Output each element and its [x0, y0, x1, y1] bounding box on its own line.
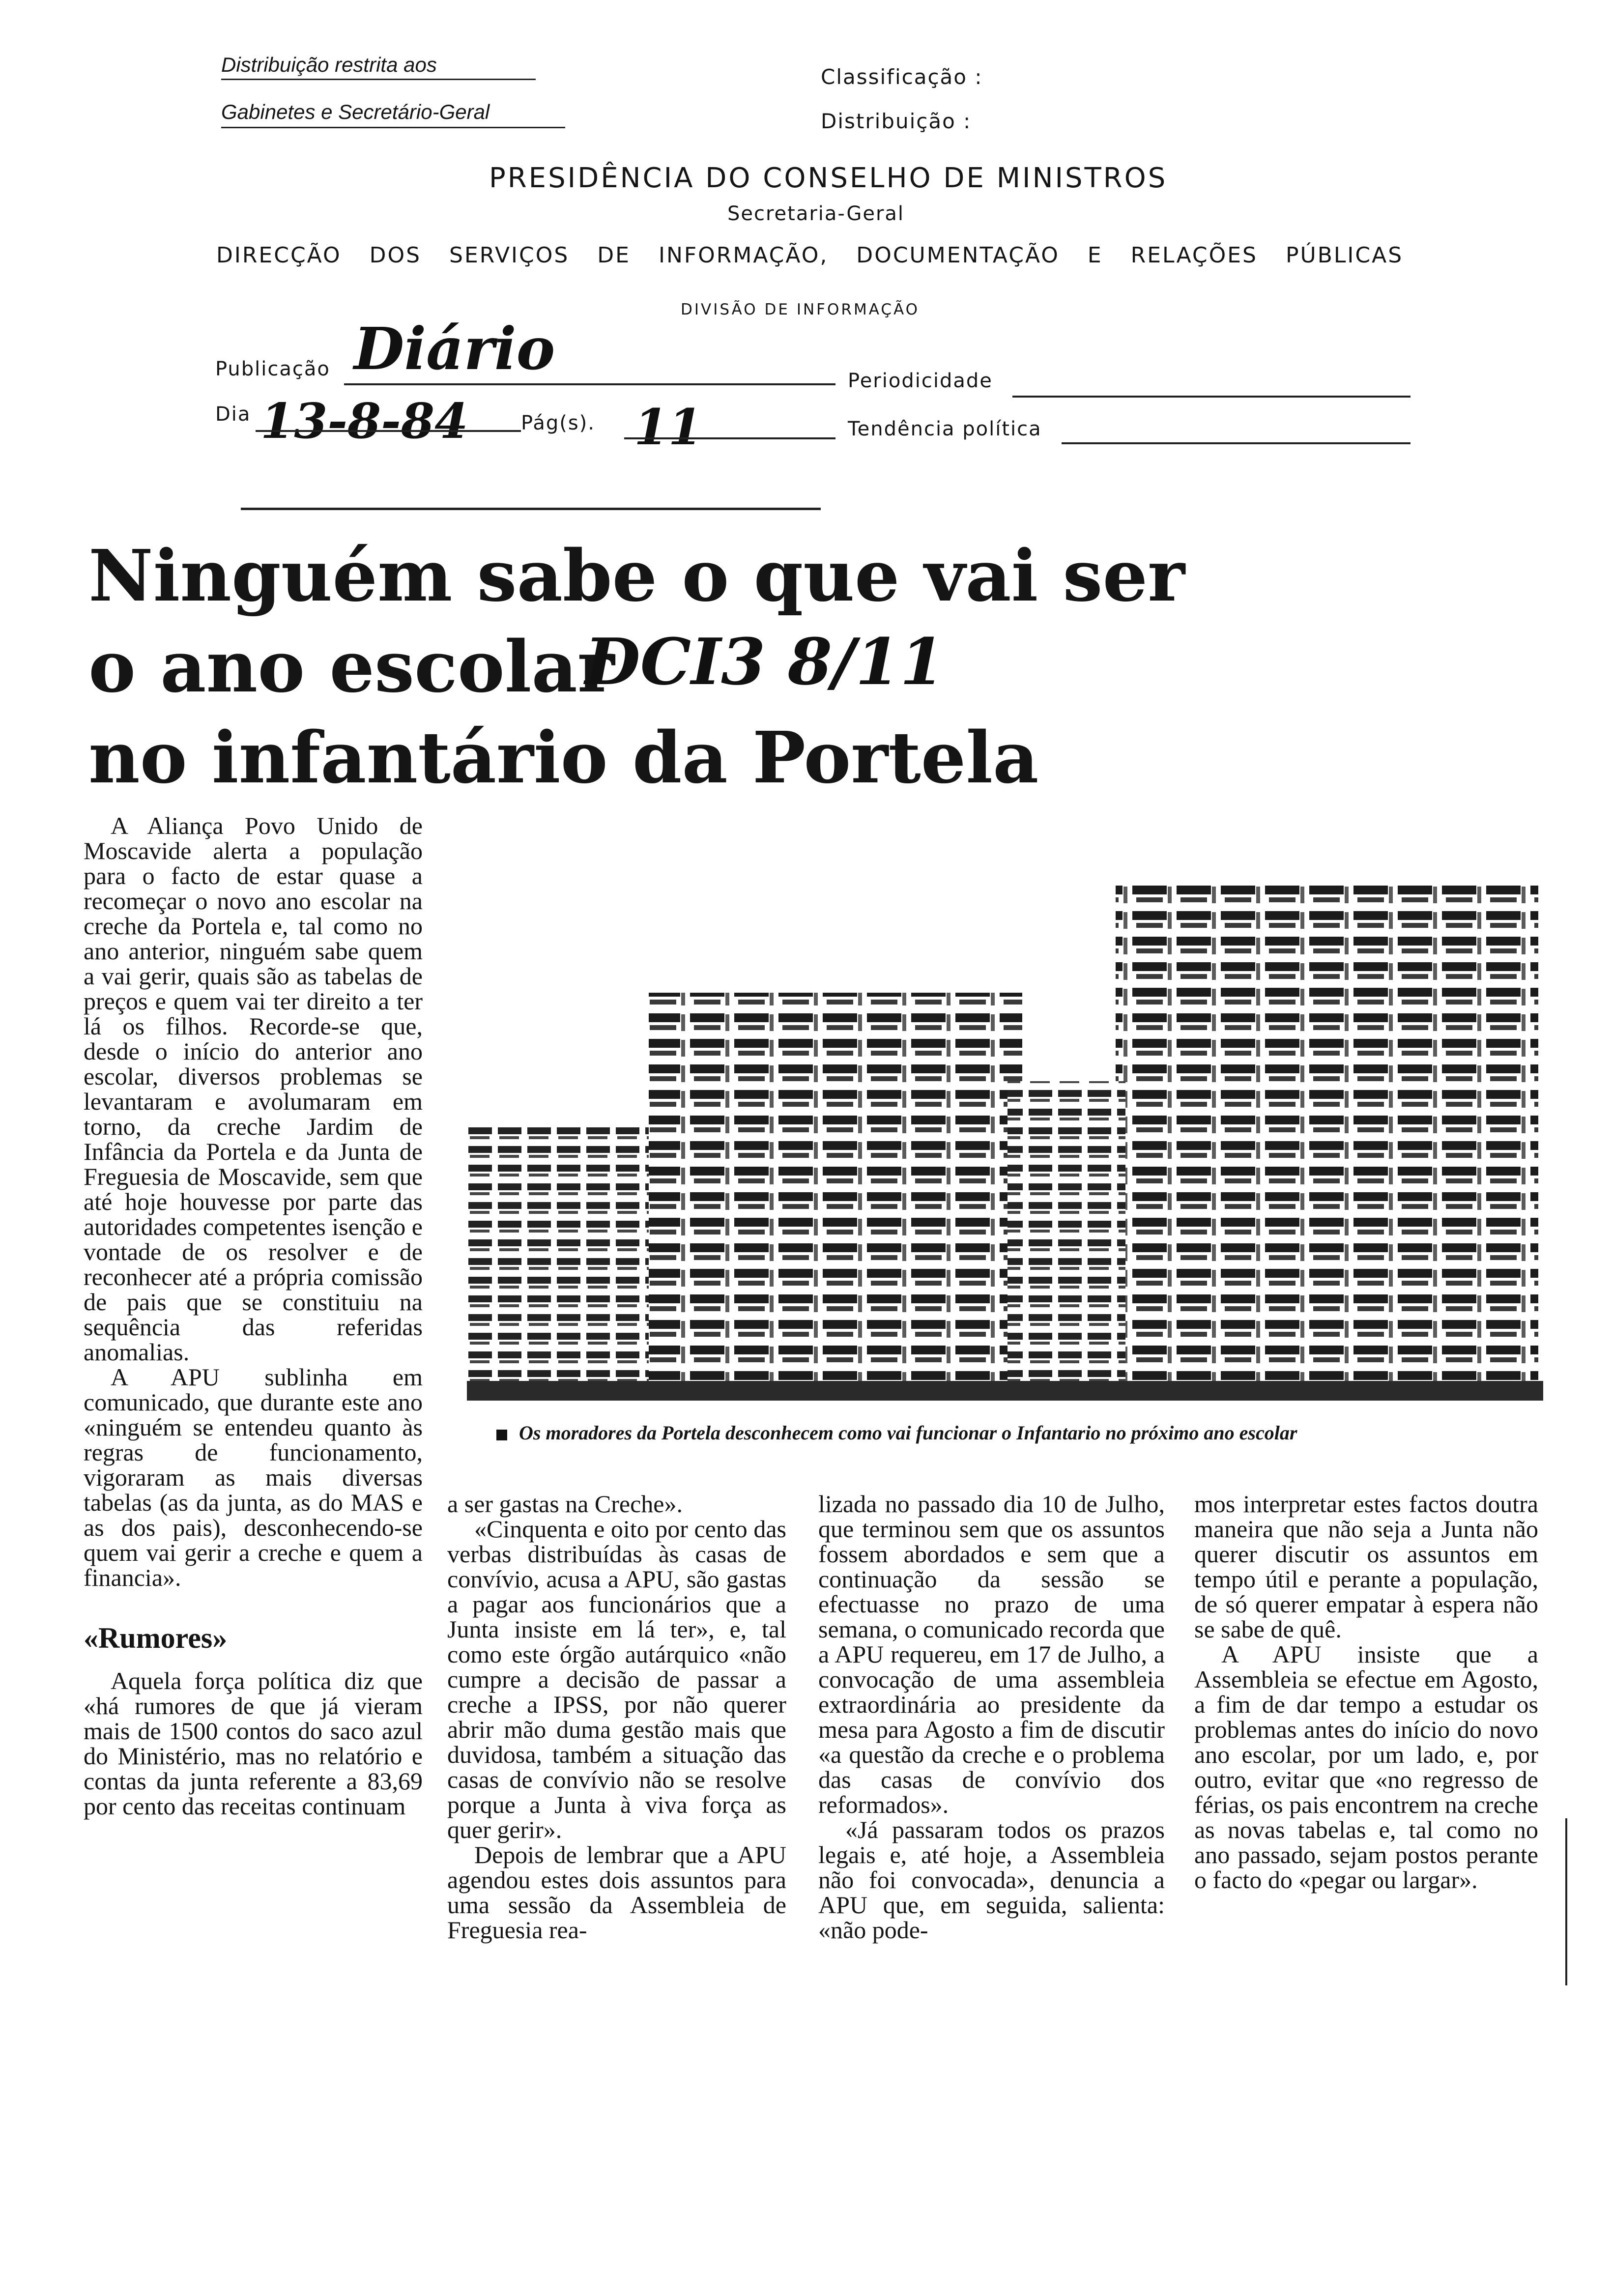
col3-paragraph-0: lizada no passado dia 10 de Julho, que terminou sem que os assuntos fossem abordados e sem que a continuação da sessão se efectuasse no prazo de uma semana, o comunicado recorda que a APU requereu, em 17 de Julho, a convocação de uma assembleia extraordinária ao presidente da mesa para Agosto a fim de discutir «a questão da creche e o problema das casas de convívio dos reformados».: [818, 1490, 1165, 1818]
col2-paragraph-2: Depois de lembrar que a APU agendou estes dois assuntos para uma sessão da Assembleia de Freguesia rea-: [447, 1841, 786, 1944]
column-2: [447, 1492, 786, 1943]
col3-paragraph-1: «Já passaram todos os prazos legais e, até hoje, a Assembleia não foi convocada», denuncia a APU que, em seguida, salienta: «não pode-: [818, 1816, 1165, 1944]
col4-paragraph-1: A APU insiste que a Assembleia se efectue em Agosto, a fim de dar tempo a estudar os problemas antes do início do novo ano escolar, por um lado, e, por outro, evitar que «no regresso de férias, os pais encontrem na creche as novas tabelas e, tal como no ano passado, sejam postos perante o facto do «pegar ou largar».: [1194, 1640, 1538, 1894]
photo-caption: [496, 1421, 1297, 1444]
distribution-underline-2: [221, 127, 565, 128]
headline-line-1: Ninguém sabe o que vai ser: [88, 534, 1185, 617]
headline-line-2: o ano escolar: [88, 625, 615, 708]
periodicity-label: Periodicidade: [848, 370, 993, 392]
distribution-restriction-line1: Distribuição restrita aos: [221, 53, 437, 76]
publication-underline: [344, 383, 835, 385]
directorate-title: DIRECÇÃO DOS SERVIÇOS DE INFORMAÇÃO, DOCUMENTAÇÃO E RELAÇÕES PÚBLICAS: [216, 243, 1404, 268]
handwritten-reference-note: DCI3 8/11: [585, 624, 945, 699]
day-label: Dia: [215, 403, 251, 426]
headline-line-3: no infantário da Portela: [88, 716, 1039, 799]
periodicity-underline: [1012, 396, 1410, 398]
page-label: Pág(s).: [521, 412, 595, 434]
header-separator: [241, 508, 821, 510]
caption-bullet-icon: [496, 1430, 507, 1440]
col1-paragraph-3: Aquela força política diz que «há rumores de que já vieram mais de 1500 contos do saco azul do Ministério, mas no relatório e contas da junta referente a 83,69 por cento das receitas continuam: [84, 1667, 423, 1820]
photo-caption-text: Os moradores da Portela desconhecem como vai funcionar o Infantario no próximo ano escolar: [519, 1422, 1297, 1444]
col2-paragraph-0: a ser gastas na Creche».: [447, 1490, 683, 1518]
day-underline: [256, 430, 521, 432]
page-handwritten-value: 11: [634, 398, 703, 456]
institution-title: PRESIDÊNCIA DO CONSELHO DE MINISTROS: [489, 162, 1168, 194]
column-1: [84, 813, 423, 1819]
day-handwritten-value: 13-8-84: [260, 393, 468, 450]
col1-paragraph-1: A Aliança Povo Unido de Moscavide alerta a população para o facto de estar quase a recomeçar o novo ano escolar na creche da Portela e, tal como no ano anterior, ninguém sabe quem a vai gerir, quais são as tabelas de preços e quem vai ter direito a ter lá os filhos. Recorde-se que, desde o início do anterior ano escolar, diversos problemas se levantaram e avolumaram em torno, da creche Jardim de Infância da Portela e da Junta de Freguesia de Moscavide, sem que até hoje houvesse por parte das autoridades competentes isenção e vontade de os resolver e de reconhecer até a própria comissão de pais que se constituiu na sequência das referidas anomalias.: [84, 812, 423, 1366]
publication-label: Publicação: [215, 358, 330, 380]
tendency-label: Tendência política: [848, 418, 1042, 440]
classification-label: Classificação :: [821, 65, 983, 89]
column-3: [818, 1492, 1165, 1943]
col1-paragraph-2: A APU sublinha em comunicado, que durante este ano «ninguém se entendeu quanto às regras de funcionamento, vigoraram as mais diversas tabelas (as da junta, as do MAS e as dos pais), desconhecendo-se quem vai gerir a creche e quem a financia».: [84, 1363, 423, 1591]
secretariat-title: Secretaria-Geral: [727, 202, 905, 225]
page-underline: [624, 437, 835, 439]
col4-paragraph-0: mos interpretar estes factos doutra maneira que não seja a Junta não querer discutir os assuntos em tempo útil e perante a população, de só querer empatar à espera não se sabe de quê.: [1194, 1490, 1538, 1643]
tendency-underline: [1062, 442, 1410, 444]
distribution-restriction-line2: Gabinetes e Secretário-Geral: [221, 100, 490, 123]
col2-paragraph-1: «Cinquenta e oito por cento das verbas distribuídas às casas de convívio, acusa a APU, são gastas a pagar aos funcionários que a Junta insiste em lá ter», e, tal como este órgão autárquico «não cumpre a decisão de passar a creche a IPSS, por não querer abrir mão duma gestão mais que duvidosa, também a situação das casas de convívio não se resolve porque a Junta à viva força as quer gerir».: [447, 1515, 786, 1843]
building-photo: [467, 806, 1543, 1415]
publication-handwritten-value: Diário: [354, 315, 555, 383]
subhead-rumores: «Rumores»: [84, 1622, 228, 1654]
column-4: [1194, 1492, 1538, 1893]
distribution-underline-1: [221, 79, 536, 80]
distribution-label: Distribuição :: [821, 109, 972, 133]
margin-mark: [1565, 1818, 1567, 1985]
division-title: DIVISÃO DE INFORMAÇÃO: [681, 301, 920, 318]
